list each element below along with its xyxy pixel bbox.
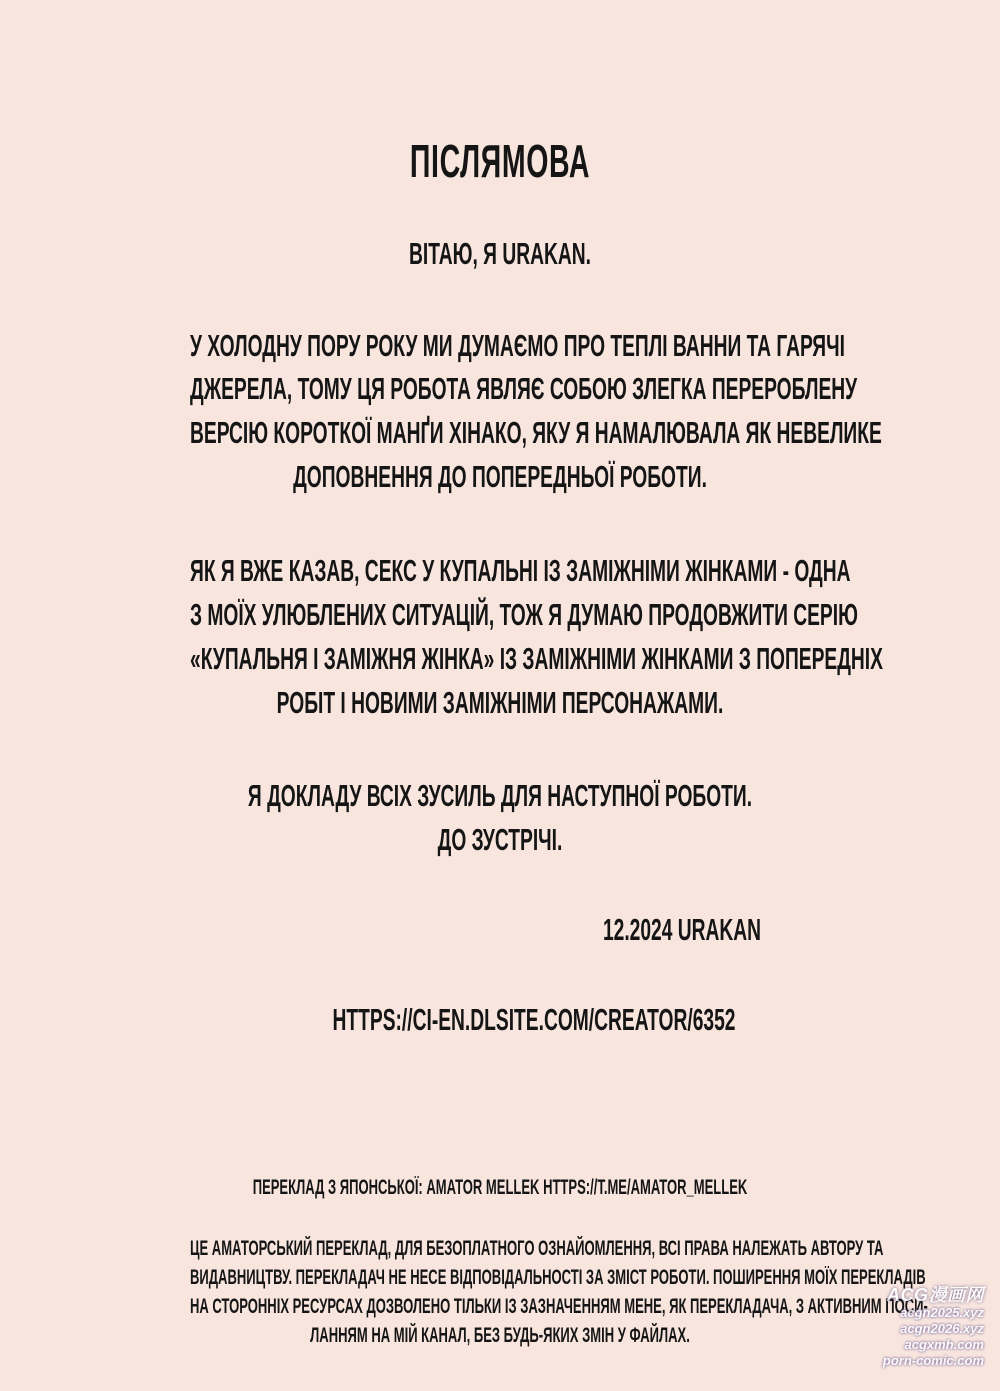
signature: 12.2024 URAKAN <box>602 912 762 947</box>
paragraph1-line: ДОПОВНЕННЯ ДО ПОПЕРЕДНЬОЇ РОБОТИ. <box>293 459 707 494</box>
watermark-logo: ACG漫画网 <box>887 1285 984 1305</box>
paragraph1-line: ДЖЕРЕЛА, ТОМУ ЦЯ РОБОТА ЯВЛЯЄ СОБОЮ ЗЛЕГКА ПЕРЕРОБЛЕНУ <box>190 371 858 406</box>
site-watermark <box>854 1285 984 1369</box>
paragraph2-line: «КУПАЛЬНЯ І ЗАМІЖНЯ ЖІНКА» ІЗ ЗАМІЖНІМИ ЖІНКАМИ З ПОПЕРЕДНІХ <box>190 641 883 676</box>
creator-link[interactable]: HTTPS://CI-EN.DLSITE.COM/CREATOR/6352 <box>332 1002 736 1037</box>
greeting: ВІТАЮ, Я URAKAN. <box>409 236 591 271</box>
closing-line: Я ДОКЛАДУ ВСІХ ЗУСИЛЬ ДЛЯ НАСТУПНОЇ РОБОТИ. <box>247 778 753 813</box>
watermark-line: acgn2026.xyz <box>900 1321 984 1336</box>
paragraph1-line: У ХОЛОДНУ ПОРУ РОКУ МИ ДУМАЄМО ПРО ТЕПЛІ ВАННИ ТА ГАРЯЧІ <box>190 328 845 363</box>
translation-credit: ПЕРЕКЛАД З ЯПОНСЬКОЇ: AMATOR MELLEK HTTPS://T.ME/AMATOR_MELLEK <box>252 1176 748 1199</box>
paragraph2-line: РОБІТ І НОВИМИ ЗАМІЖНІМИ ПЕРСОНАЖАМИ. <box>276 685 724 720</box>
closing-line: ДО ЗУСТРІЧІ. <box>437 822 563 857</box>
disclaimer-line: НА СТОРОННІХ РЕСУРСАХ ДОЗВОЛЕНО ТІЛЬКИ ІЗ ЗАЗНАЧЕННЯМ МЕНЕ, ЯК ПЕРЕКЛАДАЧА, З АКТИВНИМ ПОСИ- <box>190 1295 928 1318</box>
paragraph2-line: ЯК Я ВЖЕ КАЗАВ, СЕКС У КУПАЛЬНІ ІЗ ЗАМІЖНІМИ ЖІНКАМИ - ОДНА <box>190 553 851 588</box>
watermark-line: acgn2025.xyz <box>900 1305 984 1320</box>
disclaimer-line: ЛАННЯМ НА МІЙ КАНАЛ, БЕЗ БУДЬ-ЯКИХ ЗМІН У ФАЙЛАХ. <box>310 1324 690 1347</box>
watermark-line: porn-comic.com <box>882 1353 984 1368</box>
paragraph1-line: ВЕРСІЮ КОРОТКОЇ МАНҐИ ХІНАКО, ЯКУ Я НАМАЛЮВАЛА ЯК НЕВЕЛИКЕ <box>190 415 882 450</box>
page-title: ПІСЛЯМОВА <box>409 135 591 187</box>
paragraph2-line: З МОЇХ УЛЮБЛЕНИХ СИТУАЦІЙ, ТОЖ Я ДУМАЮ ПРОДОВЖИТИ СЕРІЮ <box>190 597 858 632</box>
disclaimer-line: ВИДАВНИЦТВУ. ПЕРЕКЛАДАЧ НЕ НЕСЕ ВІДПОВІДАЛЬНОСТІ ЗА ЗМІСТ РОБОТИ. ПОШИРЕННЯ МОЇХ ПЕРЕКЛАДІВ <box>190 1266 926 1289</box>
disclaimer-line: ЦЕ АМАТОРСЬКИЙ ПЕРЕКЛАД, ДЛЯ БЕЗОПЛАТНОГО ОЗНАЙОМЛЕННЯ, ВСІ ПРАВА НАЛЕЖАТЬ АВТОРУ ТА <box>190 1237 884 1260</box>
watermark-line: acgxmh.com <box>904 1337 984 1352</box>
